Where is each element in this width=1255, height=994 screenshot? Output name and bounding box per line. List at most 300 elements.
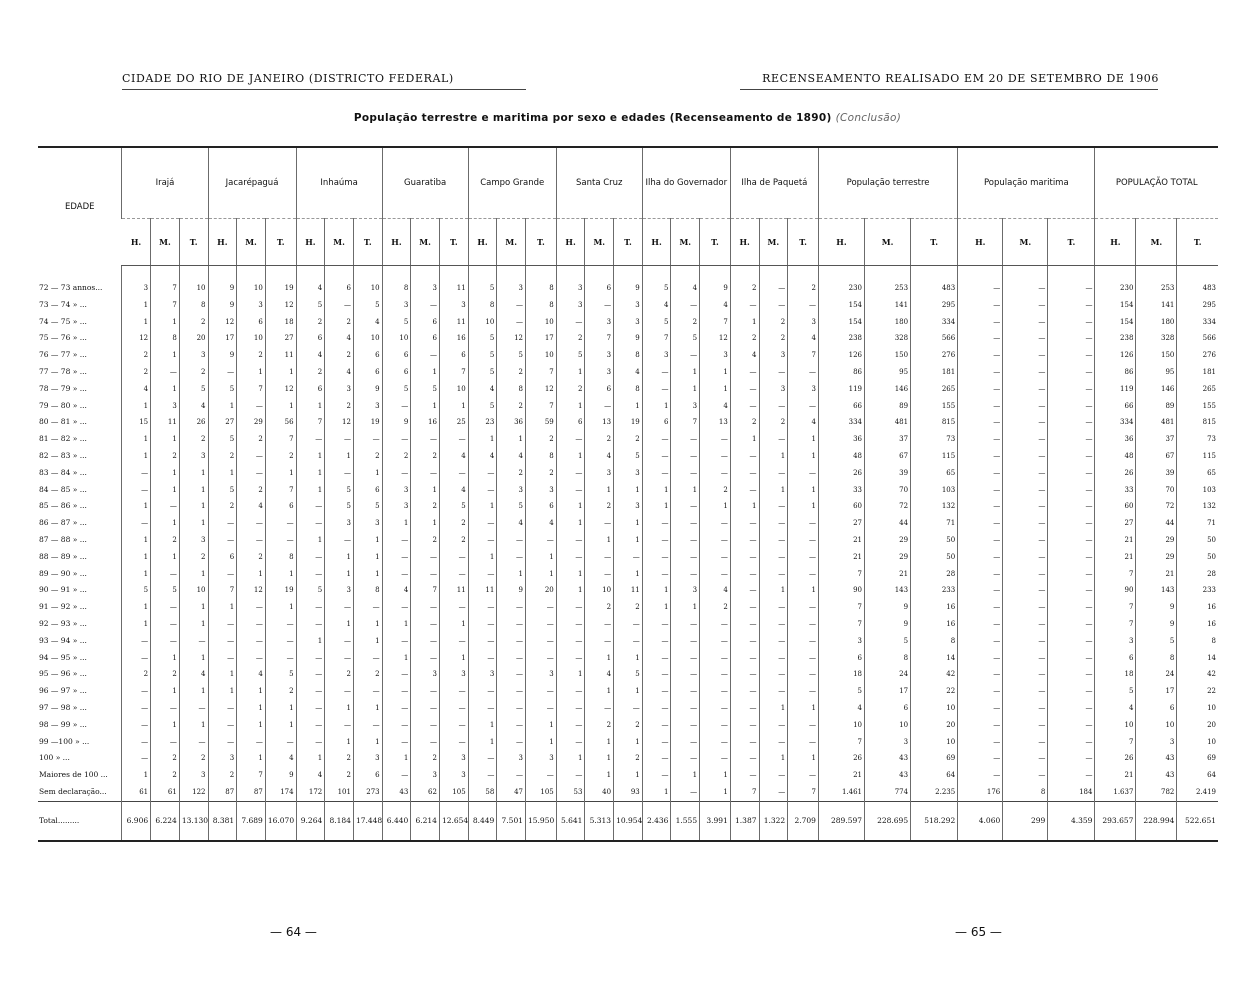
table-cell: —: [958, 582, 1003, 599]
table-cell: —: [1003, 347, 1048, 364]
table-cell: 184: [1048, 784, 1095, 801]
table-cell: 1: [353, 465, 382, 482]
table-cell: —: [1048, 498, 1095, 515]
table-cell: 8: [497, 381, 526, 398]
table-cell: —: [730, 633, 759, 650]
table-cell: —: [439, 700, 468, 717]
table-cell: —: [556, 599, 585, 616]
table-cell: —: [671, 498, 700, 515]
table-cell: —: [958, 314, 1003, 331]
table-cell: 1: [122, 767, 151, 784]
table-cell: 1: [353, 549, 382, 566]
table-cell: —: [958, 330, 1003, 347]
table-cell: 3: [325, 515, 354, 532]
table-cell: —: [122, 683, 151, 700]
table-cell: —: [759, 498, 788, 515]
table-row: [38, 347, 1218, 364]
table-cell: 233: [1177, 582, 1218, 599]
table-cell: 64: [911, 767, 958, 784]
table-cell: —: [1048, 330, 1095, 347]
table-cell: —: [730, 582, 759, 599]
table-cell: —: [1048, 616, 1095, 633]
table-cell: —: [759, 666, 788, 683]
table-cell: 7: [700, 314, 731, 331]
table-cell: 4: [497, 448, 526, 465]
table-cell: 14: [1177, 650, 1218, 667]
table-cell: —: [411, 465, 440, 482]
table-cell: —: [700, 532, 731, 549]
table-cell: —: [1048, 767, 1095, 784]
table-cell: 5: [208, 482, 237, 499]
header-group: Ilha de Paquetá: [730, 147, 818, 219]
table-cell: 20: [526, 582, 557, 599]
table-cell: 73: [911, 431, 958, 448]
table-cell: —: [1048, 465, 1095, 482]
table-cell: 10: [526, 314, 557, 331]
table-cell: 9: [865, 616, 911, 633]
table-cell: —: [642, 515, 671, 532]
total-cell: 5.313: [585, 801, 614, 841]
table-cell: —: [759, 266, 788, 297]
table-cell: 33: [818, 482, 864, 499]
table-cell: 4: [382, 582, 411, 599]
row-age-label: 87 — 88 » ...: [38, 532, 122, 549]
table-cell: —: [788, 633, 819, 650]
table-cell: 1: [296, 532, 325, 549]
table-cell: 5: [208, 381, 237, 398]
header-group: População terrestre: [818, 147, 957, 219]
table-cell: 19: [265, 582, 296, 599]
table-cell: 4: [788, 330, 819, 347]
table-cell: —: [497, 633, 526, 650]
table-cell: —: [1003, 582, 1048, 599]
header-edade: EDADE: [38, 147, 122, 266]
total-cell: 6.906: [122, 801, 151, 841]
total-cell: 13.130: [179, 801, 208, 841]
table-cell: 1: [122, 498, 151, 515]
table-cell: —: [497, 599, 526, 616]
table-cell: 1: [759, 700, 788, 717]
table-cell: —: [1048, 266, 1095, 297]
table-cell: 4: [325, 330, 354, 347]
total-cell: 293.657: [1095, 801, 1136, 841]
table-cell: 1: [585, 767, 614, 784]
table-cell: 3: [468, 666, 497, 683]
table-cell: —: [700, 431, 731, 448]
table-cell: 1: [585, 734, 614, 751]
table-cell: 1: [353, 616, 382, 633]
table-cell: —: [788, 683, 819, 700]
table-cell: —: [151, 700, 180, 717]
table-cell: 1: [788, 482, 819, 499]
table-cell: 334: [818, 414, 864, 431]
table-cell: 4: [237, 498, 266, 515]
total-cell: 9.264: [296, 801, 325, 841]
table-cell: 2: [151, 448, 180, 465]
table-cell: 5: [671, 330, 700, 347]
table-cell: 5: [614, 448, 643, 465]
table-cell: 6: [265, 498, 296, 515]
table-cell: 176: [958, 784, 1003, 801]
table-cell: —: [958, 566, 1003, 583]
table-cell: 1: [556, 582, 585, 599]
table-cell: 1: [208, 666, 237, 683]
table-cell: —: [958, 431, 1003, 448]
table-cell: —: [122, 750, 151, 767]
table-cell: 4: [237, 666, 266, 683]
table-cell: —: [700, 650, 731, 667]
table-cell: 1: [411, 398, 440, 415]
table-cell: 11: [439, 582, 468, 599]
table-cell: —: [1048, 364, 1095, 381]
table-cell: 3: [526, 750, 557, 767]
header-sub: H.: [382, 219, 411, 266]
table-cell: 10: [1177, 734, 1218, 751]
table-cell: —: [958, 347, 1003, 364]
table-cell: —: [468, 599, 497, 616]
table-cell: 1: [353, 532, 382, 549]
table-cell: 22: [911, 683, 958, 700]
table-cell: 8: [911, 633, 958, 650]
table-cell: 328: [1136, 330, 1177, 347]
table-cell: 1: [265, 717, 296, 734]
table-cell: 2: [585, 431, 614, 448]
total-cell: 5.641: [556, 801, 585, 841]
table-cell: 1: [614, 482, 643, 499]
table-cell: 36: [1095, 431, 1136, 448]
table-cell: 2: [179, 750, 208, 767]
header-group: Ilha do Governador: [642, 147, 730, 219]
table-cell: 1: [556, 750, 585, 767]
table-cell: 2: [497, 398, 526, 415]
table-cell: —: [700, 448, 731, 465]
table-cell: 3: [585, 314, 614, 331]
total-cell: 16.070: [265, 801, 296, 841]
table-row: [38, 297, 1218, 314]
table-cell: —: [208, 515, 237, 532]
table-cell: 16: [1177, 616, 1218, 633]
table-cell: 1: [700, 381, 731, 398]
table-cell: 17: [208, 330, 237, 347]
table-cell: 21: [1136, 566, 1177, 583]
table-cell: —: [1003, 566, 1048, 583]
table-cell: 10: [179, 266, 208, 297]
table-cell: 3: [325, 381, 354, 398]
table-cell: —: [468, 482, 497, 499]
table-cell: 20: [1177, 717, 1218, 734]
table-cell: 181: [911, 364, 958, 381]
row-age-label: 100 » ...: [38, 750, 122, 767]
table-cell: —: [671, 650, 700, 667]
table-cell: 2: [265, 448, 296, 465]
table-cell: —: [1003, 750, 1048, 767]
table-cell: —: [265, 650, 296, 667]
table-cell: 16: [911, 616, 958, 633]
table-cell: 1: [151, 482, 180, 499]
table-cell: —: [642, 549, 671, 566]
total-cell: 518.292: [911, 801, 958, 841]
table-cell: —: [788, 297, 819, 314]
table-cell: —: [468, 683, 497, 700]
table-cell: 5: [468, 266, 497, 297]
table-cell: 3: [788, 381, 819, 398]
table-cell: 276: [911, 347, 958, 364]
table-cell: 815: [911, 414, 958, 431]
table-cell: 1: [353, 700, 382, 717]
table-cell: —: [1003, 381, 1048, 398]
table-cell: 1: [468, 717, 497, 734]
table-cell: 1: [671, 381, 700, 398]
table-cell: —: [1048, 414, 1095, 431]
table-cell: 36: [497, 414, 526, 431]
table-cell: 1.637: [1095, 784, 1136, 801]
table-cell: 11: [439, 314, 468, 331]
table-cell: —: [325, 465, 354, 482]
table-cell: —: [237, 532, 266, 549]
table-row: [38, 633, 1218, 650]
table-cell: 8: [526, 266, 557, 297]
table-cell: 566: [1177, 330, 1218, 347]
table-cell: 95: [1136, 364, 1177, 381]
table-cell: 73: [1177, 431, 1218, 448]
table-cell: 12: [237, 582, 266, 599]
table-cell: 4: [179, 666, 208, 683]
table-cell: —: [382, 767, 411, 784]
table-cell: 61: [151, 784, 180, 801]
table-row: [38, 700, 1218, 717]
table-cell: 101: [325, 784, 354, 801]
table-cell: 5: [382, 381, 411, 398]
table-cell: —: [788, 398, 819, 415]
table-cell: —: [642, 717, 671, 734]
table-cell: 2: [411, 448, 440, 465]
table-cell: 7: [208, 582, 237, 599]
table-cell: 3: [179, 532, 208, 549]
table-cell: 7: [818, 566, 864, 583]
table-cell: 21: [865, 566, 911, 583]
table-cell: 1: [237, 700, 266, 717]
table-cell: 19: [614, 414, 643, 431]
table-cell: 172: [296, 784, 325, 801]
total-cell: 15.950: [526, 801, 557, 841]
table-cell: —: [411, 549, 440, 566]
table-cell: 5: [325, 498, 354, 515]
table-cell: 37: [865, 431, 911, 448]
table-cell: 26: [179, 414, 208, 431]
table-cell: —: [1003, 767, 1048, 784]
table-row: [38, 582, 1218, 599]
header-group: Irajá: [122, 147, 208, 219]
table-cell: 1: [671, 482, 700, 499]
table-cell: —: [700, 683, 731, 700]
table-cell: —: [1048, 633, 1095, 650]
table-cell: —: [642, 666, 671, 683]
table-cell: —: [585, 297, 614, 314]
table-cell: 10: [526, 347, 557, 364]
table-cell: 273: [353, 784, 382, 801]
table-cell: 3: [439, 666, 468, 683]
table-cell: 1: [411, 364, 440, 381]
table-cell: 1: [614, 532, 643, 549]
table-cell: —: [958, 616, 1003, 633]
table-cell: 66: [1095, 398, 1136, 415]
table-cell: 1: [759, 482, 788, 499]
table-cell: 3: [759, 347, 788, 364]
table-cell: —: [411, 566, 440, 583]
table-cell: 782: [1136, 784, 1177, 801]
table-cell: —: [325, 532, 354, 549]
table-cell: 238: [818, 330, 864, 347]
table-cell: —: [237, 650, 266, 667]
table-row: [38, 515, 1218, 532]
table-cell: —: [151, 633, 180, 650]
table-cell: 10: [1177, 700, 1218, 717]
table-cell: —: [237, 633, 266, 650]
table-cell: —: [730, 566, 759, 583]
header-sub: H.: [730, 219, 759, 266]
table-cell: 1: [585, 750, 614, 767]
table-cell: 154: [1095, 314, 1136, 331]
table-cell: 3: [497, 266, 526, 297]
table-cell: 9: [208, 297, 237, 314]
table-cell: 2: [151, 666, 180, 683]
table-cell: 24: [1136, 666, 1177, 683]
table-cell: 12: [497, 330, 526, 347]
table-cell: —: [1003, 431, 1048, 448]
header-sub: T.: [526, 219, 557, 266]
table-cell: 17: [526, 330, 557, 347]
table-cell: —: [497, 616, 526, 633]
table-cell: 1: [122, 532, 151, 549]
table-cell: 1: [556, 498, 585, 515]
table-cell: —: [730, 398, 759, 415]
table-cell: 2: [497, 364, 526, 381]
header-rule-right: [740, 89, 1158, 90]
table-cell: —: [1048, 734, 1095, 751]
table-cell: 3: [179, 448, 208, 465]
table-cell: —: [468, 750, 497, 767]
table-cell: —: [958, 364, 1003, 381]
total-cell: 8.184: [325, 801, 354, 841]
table-cell: 6: [411, 330, 440, 347]
table-cell: 4: [265, 750, 296, 767]
table-cell: —: [642, 633, 671, 650]
table-cell: —: [671, 700, 700, 717]
table-row: [38, 414, 1218, 431]
table-cell: 40: [585, 784, 614, 801]
table-cell: —: [237, 734, 266, 751]
table-cell: 1: [325, 700, 354, 717]
table-cell: 6: [526, 498, 557, 515]
table-cell: 8: [614, 347, 643, 364]
header-group: Jacarépaguá: [208, 147, 296, 219]
table-cell: 3: [642, 347, 671, 364]
header-sub: H.: [958, 219, 1003, 266]
table-cell: 10: [911, 700, 958, 717]
total-cell: 228.695: [865, 801, 911, 841]
table-cell: 9: [865, 599, 911, 616]
table-cell: —: [208, 616, 237, 633]
table-cell: 155: [911, 398, 958, 415]
table-cell: —: [788, 767, 819, 784]
table-cell: 11: [265, 347, 296, 364]
table-cell: 4: [585, 666, 614, 683]
table-cell: —: [556, 683, 585, 700]
table-cell: 36: [818, 431, 864, 448]
table-cell: 12: [265, 297, 296, 314]
table-cell: 7: [818, 616, 864, 633]
table-cell: —: [208, 650, 237, 667]
table-cell: 7: [818, 734, 864, 751]
table-cell: —: [671, 515, 700, 532]
table-cell: 4: [818, 700, 864, 717]
table-cell: 2: [179, 431, 208, 448]
table-cell: —: [382, 566, 411, 583]
table-cell: —: [585, 566, 614, 583]
table-cell: 8: [382, 266, 411, 297]
table-cell: —: [700, 549, 731, 566]
table-cell: —: [700, 700, 731, 717]
table-cell: —: [265, 532, 296, 549]
table-cell: —: [958, 666, 1003, 683]
table-cell: 103: [1177, 482, 1218, 499]
table-cell: —: [382, 734, 411, 751]
table-cell: 2: [730, 414, 759, 431]
table-cell: —: [642, 532, 671, 549]
table-cell: —: [642, 650, 671, 667]
table-cell: 65: [911, 465, 958, 482]
table-cell: 1: [411, 482, 440, 499]
table-cell: 1: [122, 448, 151, 465]
table-cell: —: [671, 448, 700, 465]
table-cell: 115: [911, 448, 958, 465]
table-cell: —: [382, 599, 411, 616]
table-row: [38, 784, 1218, 801]
table-cell: —: [439, 549, 468, 566]
row-age-label: 90 — 91 » ...: [38, 582, 122, 599]
table-cell: 180: [1136, 314, 1177, 331]
table-cell: —: [1003, 532, 1048, 549]
table-cell: 1: [439, 616, 468, 633]
table-cell: 1: [265, 398, 296, 415]
table-cell: 29: [1136, 549, 1177, 566]
table-cell: —: [556, 616, 585, 633]
table-cell: 5: [122, 582, 151, 599]
table-cell: 2: [585, 498, 614, 515]
table-cell: 1: [179, 482, 208, 499]
table-cell: 1: [237, 750, 266, 767]
table-cell: —: [700, 750, 731, 767]
page-number-left: — 64 —: [270, 925, 317, 939]
table-cell: —: [439, 599, 468, 616]
table-cell: 7: [1095, 566, 1136, 583]
table-cell: 7: [1095, 734, 1136, 751]
table-cell: 15: [122, 414, 151, 431]
table-cell: 23: [468, 414, 497, 431]
table-cell: 150: [1136, 347, 1177, 364]
table-cell: 1.461: [818, 784, 864, 801]
table-cell: —: [671, 784, 700, 801]
table-cell: 233: [911, 582, 958, 599]
table-cell: 1: [614, 650, 643, 667]
table-row: [38, 616, 1218, 633]
table-cell: 2: [353, 666, 382, 683]
table-cell: —: [958, 515, 1003, 532]
table-cell: 6: [556, 414, 585, 431]
table-row: [38, 330, 1218, 347]
table-cell: —: [788, 549, 819, 566]
table-cell: —: [671, 734, 700, 751]
